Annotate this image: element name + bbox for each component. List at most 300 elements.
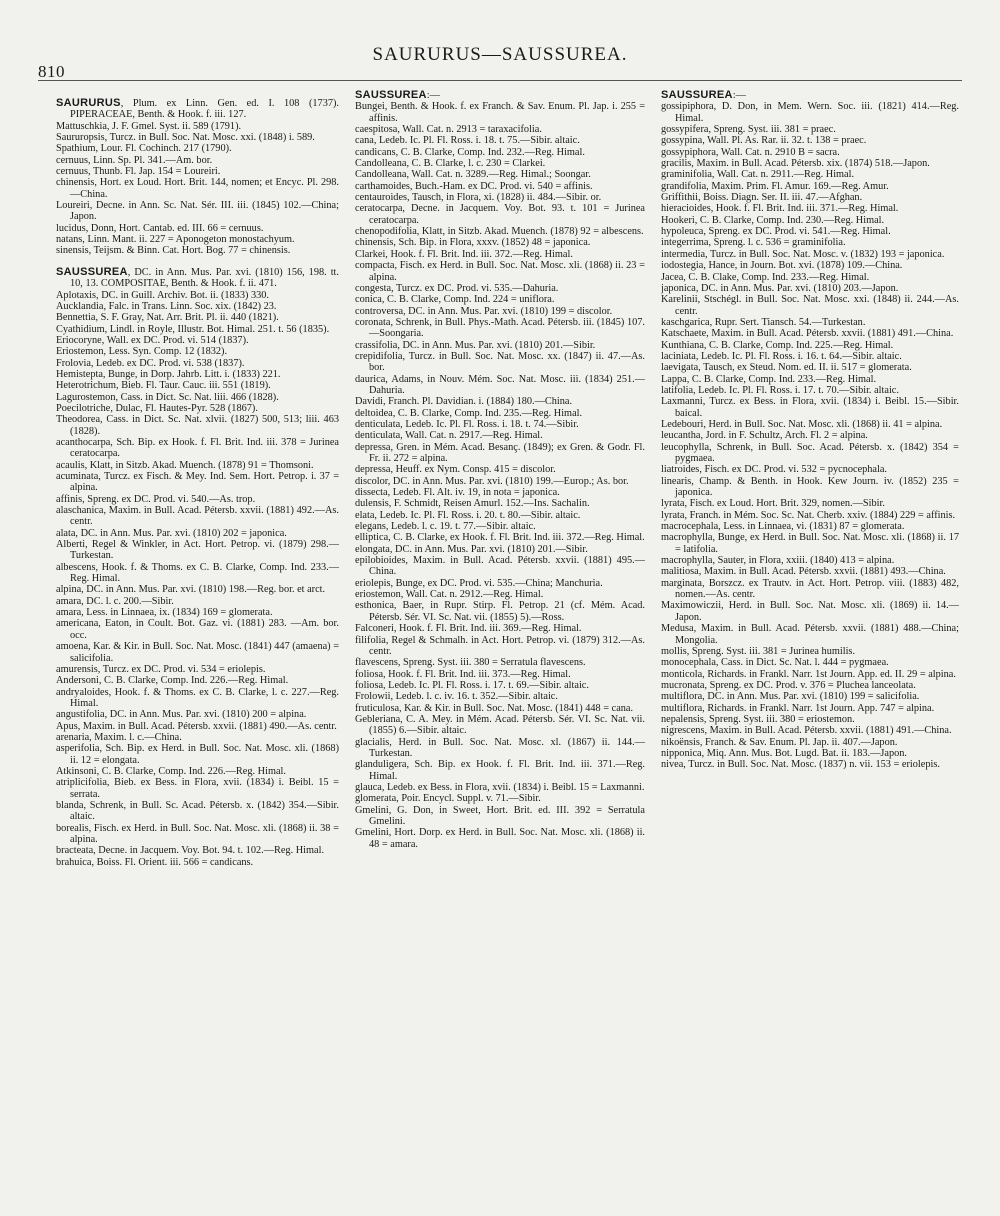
species-entry (661, 135, 959, 146)
species-entry (661, 158, 959, 169)
entry-text: Gmelini, Hort. Dorp. ex Herd. in Bull. Soc. Nat. Mosc. xli. (1868) ii. 48 = amara. (355, 827, 645, 850)
species-entry (661, 703, 959, 714)
synonym-entry (56, 324, 339, 335)
species-entry (56, 494, 339, 505)
entry-text: elongata, DC. in Ann. Mus. Par. xvi. (1810) 201.—Sibir. (355, 543, 588, 555)
entry-text: nipponica, Miq. Ann. Mus. Bot. Lugd. Bat. ii. 183.—Japon. (661, 747, 907, 759)
entry-text: candicans, C. B. Clarke, Comp. Ind. 232.—Reg. Himal. (355, 146, 585, 158)
species-entry (355, 703, 645, 714)
entry-text: nikoënsis, Franch. & Sav. Enum. Pl. Jap. ii. 407.—Japon. (661, 736, 898, 748)
species-entry (56, 664, 339, 675)
species-entry (661, 510, 959, 521)
species-entry (661, 521, 959, 532)
entry-text: laciniata, Ledeb. Ic. Pl. Fl. Ross. i. 16. t. 64.—Sibir. altaic. (661, 350, 902, 362)
continued-heading (355, 90, 645, 101)
species-entry (355, 657, 645, 668)
entry-text: americana, Eaton, in Coult. Bot. Gaz. vi. (1881) 283. —Am. bor. occ. (56, 618, 339, 641)
entry-text: acanthocarpa, Sch. Bip. ex Hook. f. Fl. Brit. Ind. iii. 378 = Jurinea ceratocarpa. (56, 436, 339, 460)
entry-text: glacialis, Herd. in Bull. Soc. Nat. Mosc. xl. (1867) ii. 144.—Turkestan. (355, 736, 645, 759)
species-entry (661, 714, 959, 725)
entry-text: Aplotaxis, DC. in Guill. Archiv. Bot. ii. (1833) 330. (56, 289, 269, 301)
entry-text: dulensis, F. Schmidt, Reisen Amurl. 152.—Ins. Sachalin. (355, 498, 590, 510)
entry-text: Maximowiczii, Herd. in Bull. Soc. Nat. Mosc. xli. (1869) ii. 14.—Japon. (661, 600, 959, 623)
entry-text: grandifolia, Maxim. Prim. Fl. Amur. 169.—Reg. Amur. (661, 180, 889, 192)
entry-text: graminifolia, Wall. Cat. n. 2911.—Reg. Himal. (661, 169, 855, 181)
entry-text: leucantha, Jord. in F. Schultz, Arch. Fl. 2 = alpina. (661, 430, 868, 442)
entry-text: Falconeri, Hook. f. Fl. Brit. Ind. iii. 369.—Reg. Himal. (355, 623, 582, 635)
species-entry (355, 181, 645, 192)
synonym-entry (56, 301, 339, 312)
entry-text: :— (426, 90, 440, 101)
entry-text: acuminata, Turcz. ex Fisch. & Mey. Ind. Sem. Hort. Petrop. i. 37 = alpina. (56, 471, 339, 494)
species-entry (661, 578, 959, 601)
species-entry (355, 249, 645, 260)
species-entry (661, 646, 959, 657)
entry-text: dissecta, Ledeb. Fl. Alt. iv. 19, in nota = japonica. (355, 487, 560, 499)
species-entry (355, 793, 645, 804)
species-entry (661, 340, 959, 351)
species-entry (661, 169, 959, 180)
entry-text: atriplicifolia, Bieb. ex Bess. in Flora, xvii. (1834) i. Beibl. 15 = serrata. (56, 777, 339, 800)
species-entry (355, 759, 645, 782)
entry-text: bracteata, Decne. in Jacquem. Voy. Bot. 94. t. 102.—Reg. Himal. (56, 845, 325, 857)
entry-text: iodostegia, Hance, in Journ. Bot. xvi. (1878) 109.—China. (661, 260, 903, 272)
entry-text: elata, Ledeb. Ic. Pl. Fl. Ross. i. 20. t. 80.—Sibir. altaic. (355, 509, 581, 521)
species-entry (355, 169, 645, 180)
entry-text: leucophylla, Schrenk, in Bull. Soc. Acad. Pétersb. x. (1842) 354 = pygmaea. (661, 441, 959, 464)
species-entry (661, 748, 959, 759)
species-entry (661, 657, 959, 668)
entry-text: discolor, DC. in Ann. Mus. Par. xvi. (1810) 199.—Europ.; As. bor. (355, 475, 629, 487)
entry-text: monocephala, Cass. in Dict. Sc. Nat. l. 444 = pygmaea. (661, 657, 889, 669)
entry-text: gossipiphora, D. Don, in Mem. Wern. Soc. iii. (1821) 414.—Reg. Himal. (661, 101, 959, 124)
entry-text: Laxmanni, Turcz. ex Bess. in Flora, xvii. (1834) i. Beibl. 15.—Sibir. baical. (661, 396, 959, 419)
entry-text: Poecilotriche, Dulac, Fl. Hautes-Pyr. 528 (1867). (56, 402, 258, 414)
species-entry (661, 374, 959, 385)
species-entry (56, 200, 339, 223)
entry-text: hieracioides, Hook. f. Fl. Brit. Ind. iii. 371.—Reg. Himal. (661, 203, 899, 215)
entry-text: gossypiphora, Wall. Cat. n. 2910 B = sacra. (661, 146, 840, 158)
genus-name: SAUSSUREA (355, 90, 427, 101)
species-entry (661, 192, 959, 203)
continued-heading (661, 90, 959, 101)
species-entry (661, 419, 959, 430)
species-entry (661, 249, 959, 260)
species-entry (56, 505, 339, 528)
entry-text: Karelinii, Stschégl. in Bull. Soc. Nat. Mosc. xxi. (1848) ii. 244.—As. centr. (661, 294, 959, 317)
entry-text: Medusa, Maxim. in Bull. Acad. Pétersb. xxvii. (1881) 488.—China; Mongolia. (661, 623, 959, 646)
entry-text: chinensis, Sch. Bip. in Flora, xxxv. (1852) 48 = japonica. (355, 237, 591, 249)
entry-text: fruticulosa, Kar. & Kir. in Bull. Soc. Nat. Mosc. (1841) 448 = cana. (355, 702, 634, 714)
species-entry (661, 328, 959, 339)
entry-text: Mattuschkia, J. F. Gmel. Syst. ii. 589 (1791). (56, 120, 242, 132)
species-entry (56, 166, 339, 177)
entry-text: latifolia, Ledeb. Ic. Pl. Fl. Ross. i. 17. t. 70.—Sibir. altaic. (661, 384, 899, 396)
species-entry (355, 714, 645, 737)
entry-text: macrophylla, Sauter, in Flora, xxiii. (1840) 413 = alpina. (661, 555, 895, 567)
species-entry (355, 737, 645, 760)
synonym-entry (56, 358, 339, 369)
species-entry (56, 675, 339, 686)
species-entry (355, 135, 645, 146)
species-entry (56, 732, 339, 743)
entry-text: lyrata, Fisch. ex Loud. Hort. Brit. 329, nomen.—Sibir. (661, 498, 885, 510)
species-entry (56, 460, 339, 471)
species-entry (355, 306, 645, 317)
entry-text: cernuus, Thunb. Fl. Jap. 154 = Loureiri. (56, 166, 221, 178)
species-entry (56, 857, 339, 868)
entry-text: mollis, Spreng. Syst. iii. 381 = Jurinea humilis. (661, 645, 856, 657)
entry-text: gossypifera, Spreng. Syst. iii. 381 = praec. (661, 124, 836, 136)
species-entry (355, 294, 645, 305)
entry-text: congesta, Turcz. ex DC. Prod. vi. 535.—Dahuria. (355, 282, 559, 294)
entry-text: Candolleana, Wall. Cat. n. 3289.—Reg. Himal.; Soongar. (355, 169, 591, 181)
synonym-entry (56, 414, 339, 437)
species-entry (355, 260, 645, 283)
species-entry (56, 687, 339, 710)
entry-text: :— (732, 90, 746, 101)
entry-text: Davidi, Franch. Pl. Davidian. i. (1884) 180.—China. (355, 396, 573, 408)
species-entry (355, 374, 645, 397)
species-entry (661, 362, 959, 373)
entry-text: crassifolia, DC. in Ann. Mus. Par. xvi. (1810) 201.—Sibir. (355, 339, 596, 351)
entry-text: acaulis, Klatt, in Sitzb. Akad. Muench. (1878) 91 = Thomsoni. (56, 459, 314, 471)
entry-text: Bungei, Benth. & Hook. f. ex Franch. & Sav. Enum. Pl. Jap. i. 255 = affinis. (355, 101, 645, 124)
entry-text: gracilis, Maxim. in Bull. Acad. Pétersb. xix. (1874) 518.—Japon. (661, 158, 930, 170)
synonym-entry (56, 369, 339, 380)
entry-text: hypoleuca, Spreng. ex DC. Prod. vi. 541.—Reg. Himal. (661, 226, 891, 238)
text-column-left (56, 90, 339, 1200)
entry-text: multiflora, DC. in Ann. Mus. Par. xvi. (1810) 199 = salicifolia. (661, 691, 920, 703)
entry-text: depressa, Gren. in Mém. Acad. Besanç. (1849); ex Gren. & Godr. Fl. Fr. ii. 272 = alpina. (355, 441, 645, 464)
species-entry (661, 283, 959, 294)
entry-text: centauroides, Tausch, in Flora, xi. (1828) ii. 484.—Sibir. or. (355, 192, 602, 204)
entry-text: nivea, Turcz. in Bull. Soc. Nat. Mosc. (1837) n. vii. 153 = eriolepis. (661, 759, 940, 771)
species-entry (355, 340, 645, 351)
entry-text: amurensis, Turcz. ex DC. Prod. vi. 534 = eriolepis. (56, 663, 266, 675)
species-entry (661, 215, 959, 226)
species-entry (56, 823, 339, 846)
entry-text: daurica, Adams, in Nouv. Mém. Soc. Nat. Mosc. iii. (1834) 251.—Dahuria. (355, 373, 645, 396)
entry-text: multiflora, Richards. in Frankl. Narr. 1st Journ. App. 747 = alpina. (661, 702, 935, 714)
species-entry (56, 155, 339, 166)
species-entry (355, 419, 645, 430)
entry-text: Bennettia, S. F. Gray, Nat. Arr. Brit. Pl. ii. 440 (1821). (56, 312, 279, 324)
entry-text: nigrescens, Maxim. in Bull. Acad. Pétersb. xxvii. (1881) 491.—China. (661, 725, 952, 737)
entry-text: chinensis, Hort. ex Loud. Hort. Brit. 144, nomen; et Encyc. Pl. 298.—China. (56, 177, 339, 200)
entry-text: blanda, Schrenk, in Bull. Sc. Acad. Pétersb. x. (1842) 354.—Sibir. altaic. (56, 799, 339, 823)
species-entry (661, 680, 959, 691)
entry-text: Lagurostemon, Cass. in Dict. Sc. Nat. liii. 466 (1828). (56, 391, 279, 403)
entry-text: controversa, DC. in Ann. Mus. Par. xvi. (1810) 199 = discolor. (355, 305, 613, 317)
entry-text: , Plum. ex Linn. Gen. ed. I. 108 (1737). PIPERACEAE, Benth. & Hook. f. iii. 127. (70, 98, 339, 121)
entry-text: filifolia, Regel & Schmalh. in Act. Hort. Petrop. vi. (1879) 312.—As. centr. (355, 634, 645, 657)
header-rule (38, 80, 962, 81)
species-entry (661, 181, 959, 192)
species-entry (355, 669, 645, 680)
species-entry (355, 396, 645, 407)
entry-text: esthonica, Baer, in Rupr. Stirp. Fl. Petrop. 21 (cf. Mém. Acad. Pétersb. Sér. VI. Sc. Nat. vii. (1855) 5).—Ross. (355, 600, 645, 623)
entry-text: macrocephala, Less. in Linnaea, vi. (1831) 87 = glomerata. (661, 521, 905, 533)
running-head: SAURURUS—SAUSSUREA. (372, 44, 628, 65)
entry-text: natans, Linn. Mant. ii. 227 = Aponogeton monostachyum. (56, 234, 295, 246)
species-entry (661, 442, 959, 465)
species-entry (355, 101, 645, 124)
entry-text: Katschaete, Maxim. in Bull. Acad. Pétersb. xxvii. (1881) 491.—China. (661, 328, 954, 340)
species-entry (355, 192, 645, 203)
entry-text: elliptica, C. B. Clarke, ex Hook. f. Fl. Brit. Ind. iii. 372.—Reg. Himal. (355, 532, 645, 544)
entry-text: nepalensis, Spreng. Syst. iii. 380 = eriostemon. (661, 713, 855, 725)
species-entry (661, 124, 959, 135)
species-entry (56, 596, 339, 607)
species-entry (56, 766, 339, 777)
synonym-entry (56, 290, 339, 301)
species-entry (661, 725, 959, 736)
species-entry (661, 737, 959, 748)
species-entry (661, 203, 959, 214)
species-entry (355, 442, 645, 465)
entry-text: Ledebouri, Herd. in Bull. Soc. Nat. Mosc. xli. (1868) ii. 41 = alpina. (661, 418, 943, 430)
text-column-right (661, 90, 959, 1200)
species-entry (661, 260, 959, 271)
entry-text: Eriocoryne, Wall. ex DC. Prod. vi. 514 (1837). (56, 334, 249, 346)
species-entry (661, 351, 959, 362)
entry-text: ceratocarpa, Decne. in Jacquem. Voy. Bot. 93. t. 101 = Jurinea ceratocarpa. (355, 203, 645, 226)
entry-text: Heterotrichum, Bieb. Fl. Taur. Cauc. iii. 551 (1819). (56, 380, 271, 392)
entry-text: sinensis, Teijsm. & Binn. Cat. Hort. Bog. 77 = chinensis. (56, 245, 291, 257)
species-entry (355, 544, 645, 555)
species-entry (661, 691, 959, 702)
entry-text: laevigata, Tausch, ex Steud. Nom. ed. II. ii. 517 = glomerata. (661, 362, 912, 374)
entry-text: mucronata, Spreng. ex DC. Prod. v. 376 = Pluchea lanceolata. (661, 679, 916, 691)
synonym-entry (56, 132, 339, 143)
entry-text: Frolowii, Ledeb. l. c. iv. 16. t. 352.—Sibir. altaic. (355, 691, 558, 703)
entry-text: Atkinsoni, C. B. Clarke, Comp. Ind. 226.—Reg. Himal. (56, 765, 286, 777)
entry-text: Griffithii, Boiss. Diagn. Ser. II. iii. 47.—Afghan. (661, 192, 863, 204)
entry-text: amoena, Kar. & Kir. in Bull. Soc. Nat. Mosc. (1841) 447 (amaena) = salicifolia. (56, 641, 339, 664)
entry-text: macrophylla, Bunge, ex Herd. in Bull. Soc. Nat. Mosc. xli. (1868) ii. 17 = latifolia. (661, 532, 959, 555)
species-entry (661, 294, 959, 317)
entry-text: arenaria, Maxim. l. c.—China. (56, 731, 182, 743)
entry-text: Andersoni, C. B. Clarke, Comp. Ind. 226.—Reg. Himal. (56, 675, 289, 687)
entry-text: asperifolia, Sch. Bip. ex Herd. in Bull. Soc. Nat. Mosc. xli. (1868) ii. 12 = elongata. (56, 743, 339, 766)
synonym-entry (56, 380, 339, 391)
species-entry (355, 283, 645, 294)
entry-text: denticulata, Wall. Cat. n. 2917.—Reg. Himal. (355, 430, 543, 442)
entry-text: japonica, DC. in Ann. Mus. Par. xvi. (1810) 203.—Japon. (661, 282, 899, 294)
species-entry (661, 430, 959, 441)
synonym-entry (56, 143, 339, 154)
entry-text: alaschanica, Maxim. in Bull. Acad. Pétersb. xxvii. (1881) 492.—As. centr. (56, 505, 339, 528)
species-entry (355, 805, 645, 828)
species-entry (661, 623, 959, 646)
species-entry (56, 245, 339, 256)
entry-text: deltoidea, C. B. Clarke, Comp. Ind. 235.—Reg. Himal. (355, 407, 583, 419)
entry-text: gossypina, Wall. Pl. As. Rar. ii. 32. t. 138 = praec. (661, 135, 867, 147)
synonym-entry (56, 335, 339, 346)
species-entry (355, 680, 645, 691)
species-entry (56, 223, 339, 234)
entry-text: , DC. in Ann. Mus. Par. xvi. (1810) 156, 198. tt. 10, 13. COMPOSITAE, Benth. & Hook. f. ii. 471. (70, 266, 339, 290)
species-entry (355, 487, 645, 498)
entry-text: amara, DC. l. c. 200.—Sibir. (56, 595, 174, 607)
entry-text: Kunthiana, C. B. Clarke, Comp. Ind. 225.—Reg. Himal. (661, 339, 894, 351)
species-entry (56, 607, 339, 618)
synonym-entry (56, 121, 339, 132)
species-entry (355, 521, 645, 532)
entry-text: Saururopsis, Turcz. in Bull. Soc. Nat. Mosc. xxi. (1848) i. 589. (56, 132, 315, 144)
entry-text: andryaloides, Hook. f. & Thoms. ex C. B. Clarke, l. c. 227.—Reg. Himal. (56, 686, 339, 709)
species-entry (355, 464, 645, 475)
synonym-entry (56, 312, 339, 323)
species-entry (355, 476, 645, 487)
species-entry (56, 234, 339, 245)
species-entry (661, 385, 959, 396)
entry-text: chenopodifolia, Klatt, in Sitzb. Akad. Muench. (1878) 92 = albescens. (355, 226, 644, 238)
species-entry (355, 203, 645, 226)
entry-text: malitiosa, Maxim. in Bull. Acad. Pétersb. xxvii. (1881) 493.—China. (661, 566, 946, 578)
species-entry (355, 147, 645, 158)
entry-text: Hookeri, C. B. Clarke, Comp. Ind. 230.—Reg. Himal. (661, 214, 885, 226)
genus-name: SAURURUS (56, 97, 121, 109)
entry-text: eriostemon, Wall. Cat. n. 2912.—Reg. Himal. (355, 589, 544, 601)
species-entry (661, 669, 959, 680)
species-entry (661, 101, 959, 124)
species-entry (56, 584, 339, 595)
genus-name: SAUSSUREA (661, 90, 733, 101)
species-entry (661, 600, 959, 623)
entry-text: monticola, Richards. in Frankl. Narr. 1st Journ. App. ed. II. 29 = alpina. (661, 668, 956, 680)
genus-entry (56, 267, 339, 290)
species-entry (661, 396, 959, 419)
species-entry (355, 124, 645, 135)
entry-text: cana, Ledeb. Ic. Pl. Fl. Ross. i. 18. t. 75.—Sibir. altaic. (355, 135, 580, 147)
species-entry (56, 437, 339, 460)
entry-text: coronata, Schrenk, in Bull. Phys.-Math. Acad. Pétersb. iii. (1845) 107.—Soongaria. (355, 316, 645, 340)
species-entry (661, 464, 959, 475)
species-entry (355, 623, 645, 634)
entry-text: Apus, Maxim. in Bull. Acad. Pétersb. xxvii. (1881) 490.—As. centr. (56, 720, 337, 732)
species-entry (355, 532, 645, 543)
species-entry (661, 147, 959, 158)
entry-text: glomerata, Poir. Encycl. Suppl. v. 71.—Sibir. (355, 793, 541, 805)
synonym-entry (56, 392, 339, 403)
entry-text: depressa, Heuff. ex Nym. Consp. 415 = discolor. (355, 464, 556, 476)
entry-text: Cyathidium, Lindl. in Royle, Illustr. Bot. Himal. 251. t. 56 (1835). (56, 323, 330, 335)
entry-text: elegans, Ledeb. l. c. 19. t. 77.—Sibir. altaic. (355, 521, 536, 533)
entry-text: Frolovia, Ledeb. ex DC. Prod. vi. 538 (1837). (56, 357, 245, 369)
entry-text: affinis, Spreng. ex DC. Prod. vi. 540.—As. trop. (56, 493, 256, 505)
species-entry (355, 317, 645, 340)
entry-text: carthamoides, Buch.-Ham. ex DC. Prod. vi. 540 = affinis. (355, 180, 593, 192)
entry-text: foliosa, Ledeb. Ic. Pl. Fl. Ross. i. 17. t. 69.—Sibir. altaic. (355, 679, 589, 691)
entry-text: alata, DC. in Ann. Mus. Par. xvi. (1810) 202 = japonica. (56, 527, 287, 539)
species-entry (56, 528, 339, 539)
entry-text: linearis, Champ. & Benth. in Hook. Kew Journ. iv. (1852) 235 = japonica. (661, 475, 959, 499)
entry-text: Jacea, C. B. Clake, Comp. Ind. 233.—Reg. Himal. (661, 271, 870, 283)
species-entry (355, 351, 645, 374)
species-entry (56, 471, 339, 494)
species-entry (56, 800, 339, 823)
species-entry (355, 158, 645, 169)
species-entry (661, 566, 959, 577)
entry-text: lyrata, Franch. in Mém. Soc. Sc. Nat. Cherb. xxiv. (1884) 229 = affinis. (661, 509, 956, 521)
species-entry (661, 317, 959, 328)
species-entry (661, 476, 959, 499)
species-entry (661, 237, 959, 248)
entry-text: liatroides, Fisch. ex DC. Prod. vi. 532 = pycnocephala. (661, 464, 888, 476)
page-number: 810 (38, 62, 65, 81)
species-entry (56, 562, 339, 585)
entry-text: glauca, Ledeb. ex Bess. in Flora, xvii. (1834) i. Beibl. 15 = Laxmanni. (355, 781, 645, 793)
species-entry (661, 226, 959, 237)
entry-text: angustifolia, DC. in Ann. Mus. Par. xvi. (1810) 200 = alpina. (56, 709, 307, 721)
species-entry (355, 498, 645, 509)
entry-text: brahuica, Boiss. Fl. Orient. iii. 566 = candicans. (56, 856, 254, 868)
entry-text: amara, Less. in Linnaea, ix. (1834) 169 = glomerata. (56, 607, 273, 619)
species-entry (56, 177, 339, 200)
entry-text: Clarkei, Hook. f. Fl. Brit. Ind. iii. 372.—Reg. Himal. (355, 248, 573, 260)
entry-text: Eriostemon, Less. Syn. Comp. 12 (1832). (56, 346, 228, 358)
text-column-middle (355, 90, 645, 1200)
species-entry (355, 635, 645, 658)
entry-text: Lappa, C. B. Clarke, Comp. Ind. 233.—Reg. Himal. (661, 373, 877, 385)
species-entry (661, 555, 959, 566)
genus-name: SAUSSUREA (56, 265, 128, 278)
species-entry (661, 532, 959, 555)
species-entry (355, 600, 645, 623)
species-entry (355, 578, 645, 589)
entry-text: eriolepis, Bunge, ex DC. Prod. vi. 535.—China; Manchuria. (355, 577, 603, 589)
species-entry (661, 498, 959, 509)
entry-text: Spathium, Lour. Fl. Cochinch. 217 (1790). (56, 143, 232, 155)
entry-text: flavescens, Spreng. Syst. iii. 380 = Serratula flavescens. (355, 657, 586, 669)
entry-text: Aucklandia, Falc. in Trans. Linn. Soc. xix. (1842) 23. (56, 300, 277, 312)
species-entry (56, 721, 339, 732)
species-entry (661, 272, 959, 283)
entry-text: Loureiri, Decne. in Ann. Sc. Nat. Sér. III. iii. (1845) 102.—China; Japon. (56, 200, 339, 223)
species-entry (355, 408, 645, 419)
entry-text: Alberti, Regel & Winkler, in Act. Hort. Petrop. vi. (1879) 298.—Turkestan. (56, 539, 339, 562)
entry-text: crepidifolia, Turcz. in Bull. Soc. Nat. Mosc. xx. (1847) ii. 47.—As. bor. (355, 350, 645, 374)
entry-text: marginata, Borszcz. ex Trautv. in Act. Hort. Petrop. viii. (1883) 482, nomen.—As. centr. (661, 577, 959, 601)
entry-text: compacta, Fisch. ex Herd. in Bull. Soc. Nat. Mosc. xli. (1868) ii. 23 = alpina. (355, 260, 645, 283)
species-entry (355, 827, 645, 850)
species-entry (355, 510, 645, 521)
entry-text: foliosa, Hook. f. Fl. Brit. Ind. iii. 373.—Reg. Himal. (355, 668, 571, 680)
species-entry (56, 845, 339, 856)
species-entry (56, 618, 339, 641)
species-entry (355, 430, 645, 441)
entry-text: integerrima, Spreng. l. c. 536 = graminifolia. (661, 237, 846, 249)
species-entry (661, 759, 959, 770)
entry-text: intermedia, Turcz. in Bull. Soc. Nat. Mosc. v. (1832) 193 = japonica. (661, 248, 945, 260)
entry-text: lucidus, Donn, Hort. Cantab. ed. III. 66 = cernuus. (56, 222, 264, 234)
entry-text: Hemistepta, Bunge, in Dorp. Jahrb. Litt. i. (1833) 221. (56, 368, 281, 380)
synonym-entry (56, 403, 339, 414)
synonym-entry (56, 346, 339, 357)
genus-entry (56, 98, 339, 121)
entry-text: albescens, Hook. f. & Thoms. ex C. B. Clarke, Comp. Ind. 233.—Reg. Himal. (56, 561, 339, 585)
entry-text: epilobioides, Maxim. in Bull. Acad. Pétersb. xxvii. (1881) 495.—China. (355, 555, 645, 578)
species-entry (56, 743, 339, 766)
species-entry (56, 709, 339, 720)
species-entry (355, 782, 645, 793)
entry-text: Gebleriana, C. A. Mey. in Mém. Acad. Pétersb. Sér. VI. Sc. Nat. vii. (1855) 6.—Sibir. altaic. (355, 713, 645, 737)
species-entry (56, 777, 339, 800)
species-entry (56, 641, 339, 664)
entry-text: caespitosa, Wall. Cat. n. 2913 = taraxacifolia. (355, 124, 542, 136)
